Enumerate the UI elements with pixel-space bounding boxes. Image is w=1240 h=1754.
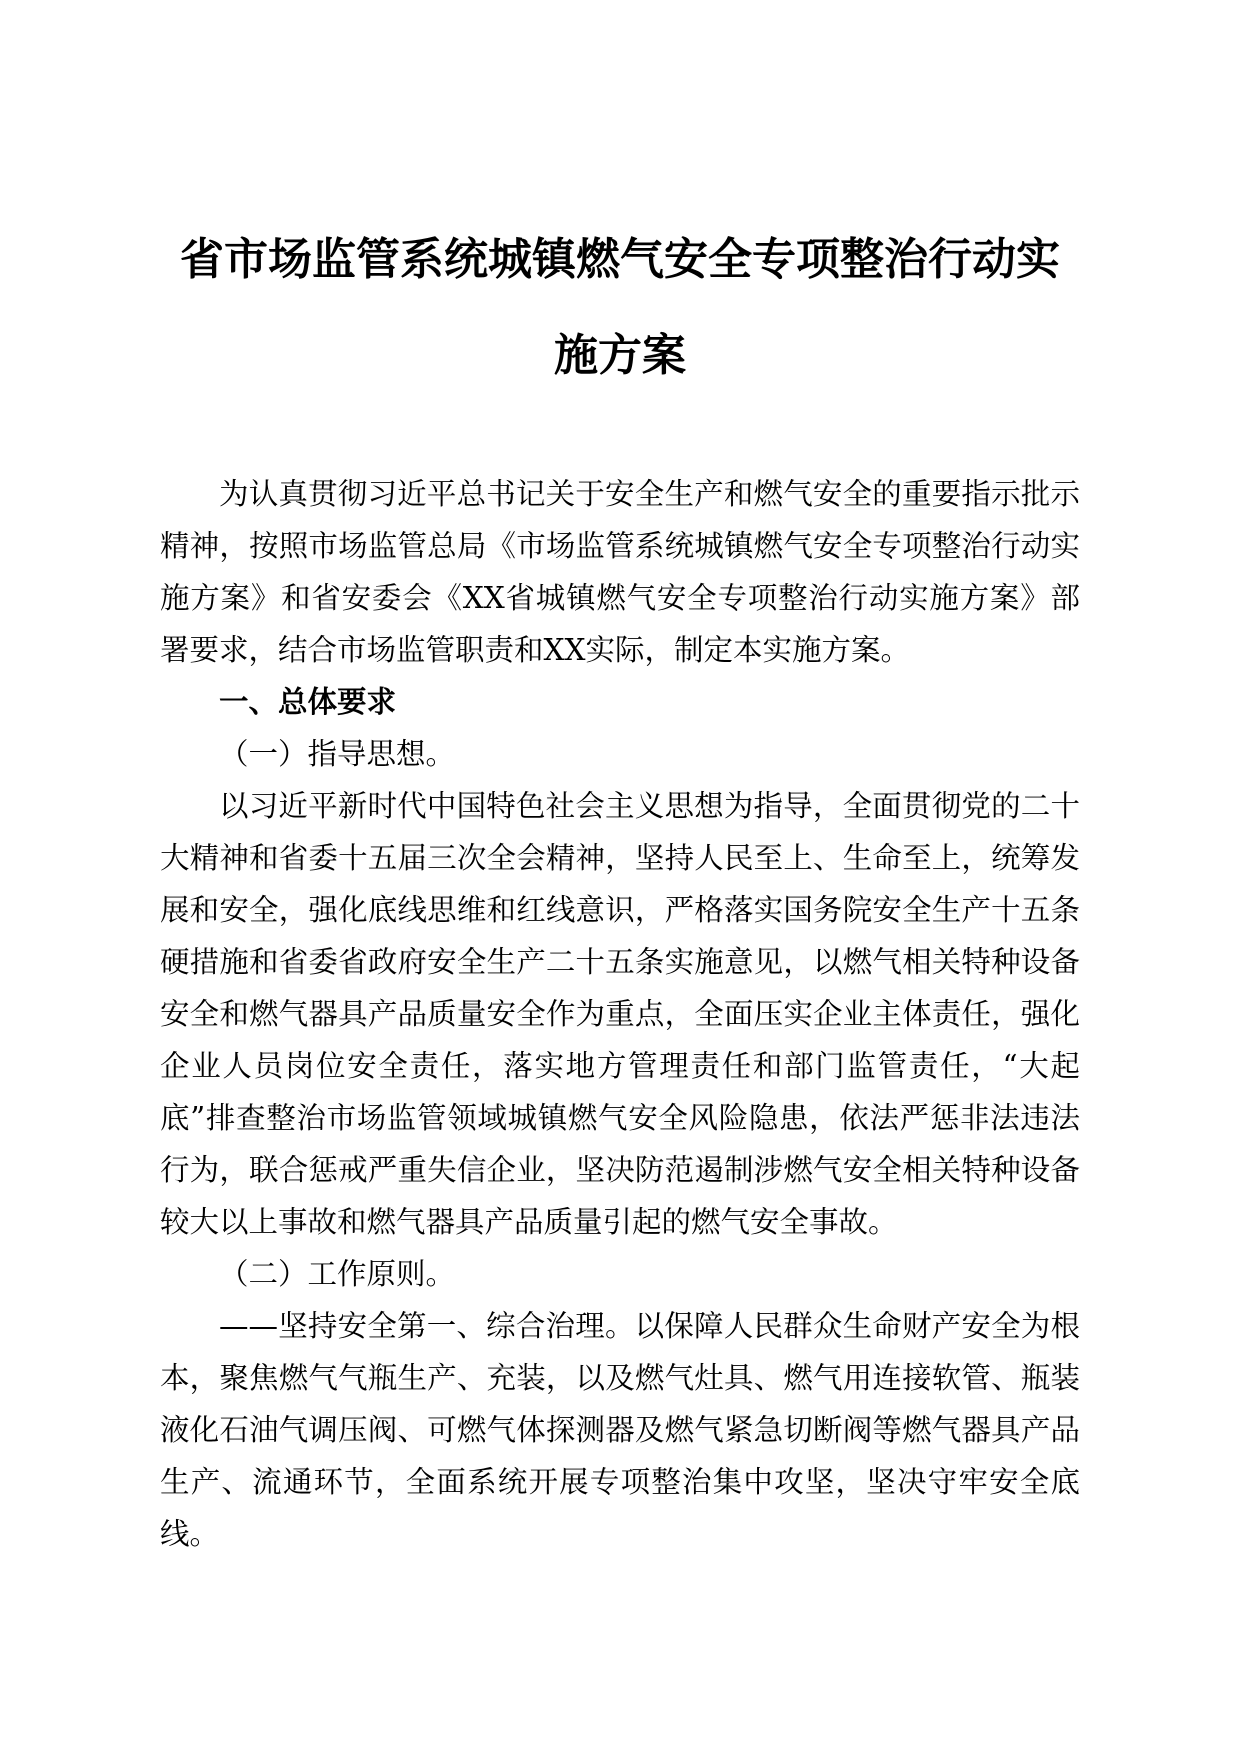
- title-line-1: 省市场监管系统城镇燃气安全专项整治行动实: [180, 234, 1060, 285]
- section-heading-general-requirements: 一、总体要求: [219, 685, 397, 719]
- subsection-heading-guiding-ideology: （一）指导思想。: [219, 737, 456, 771]
- subsection-heading-work-principles: （二）工作原则。: [219, 1257, 456, 1291]
- work-principles-paragraph: ——坚持安全第一、综合治理。以保障人民群众生命财产安全为根本，聚焦燃气气瓶生产、充装，以及燃气灶具、燃气用连接软管、瓶装液化石油气调压阀、可燃气体探测器及燃气紧急切断阀等燃气器具产品生产、流通环节，全面系统开展专项整治集中攻坚，坚决守牢安全底线。: [160, 1309, 1080, 1551]
- guiding-ideology-paragraph: 以习近平新时代中国特色社会主义思想为指导，全面贯彻党的二十大精神和省委十五届三次全会精神，坚持人民至上、生命至上，统筹发展和安全，强化底线思维和红线意识，严格落实国务院安全生产十五条硬措施和省委省政府安全生产二十五条实施意见，以燃气相关特种设备安全和燃气器具产品质量安全作为重点，全面压实企业主体责任，强化企业人员岗位安全责任，落实地方管理责任和部门监管责任，“大起底”排查整治市场监管领域城镇燃气安全风险隐患，依法严惩非法违法行为，联合惩戒严重失信企业，坚决防范遏制涉燃气安全相关特种设备较大以上事故和燃气器具产品质量引起的燃气安全事故。: [160, 789, 1080, 1239]
- title-line-2: 施方案: [554, 330, 686, 381]
- document-body: [160, 468, 1080, 1560]
- document-title: [140, 212, 1100, 404]
- intro-paragraph: 为认真贯彻习近平总书记关于安全生产和燃气安全的重要指示批示精神，按照市场监管总局《市场监管系统城镇燃气安全专项整治行动实施方案》和省安委会《XX省城镇燃气安全专项整治行动实施方案》部署要求，结合市场监管职责和XX实际，制定本实施方案。: [160, 477, 1080, 667]
